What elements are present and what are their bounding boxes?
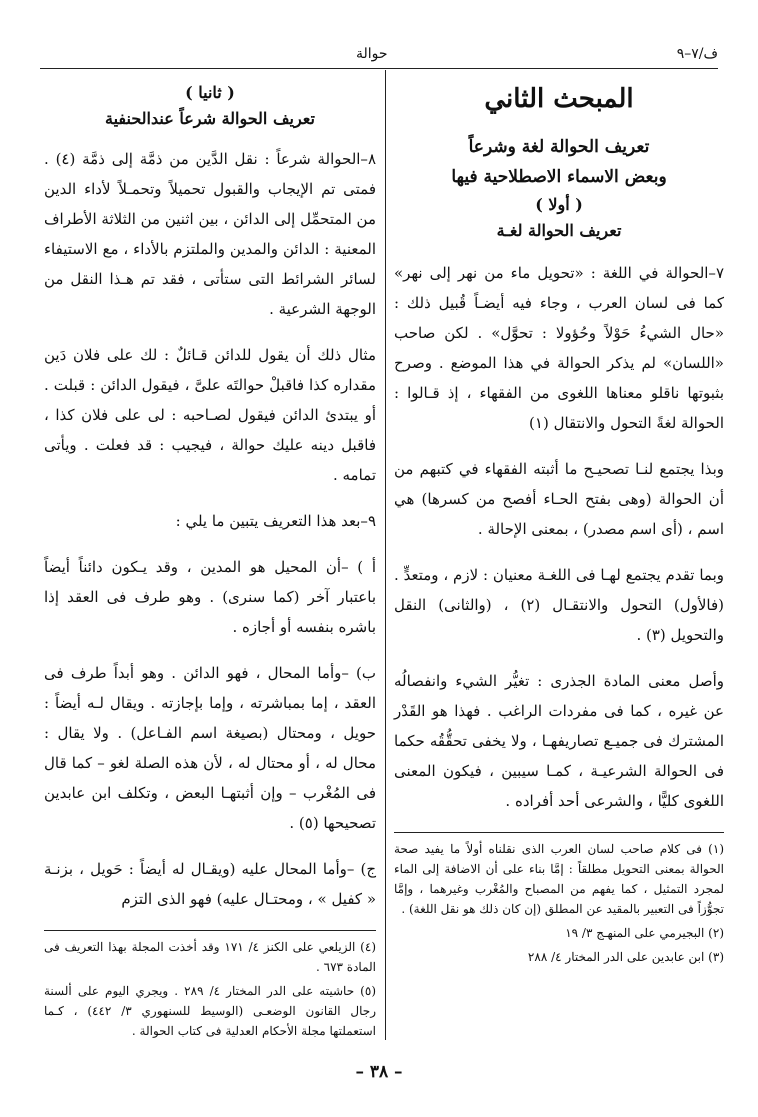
section-code: ف/٧–٩	[676, 46, 718, 62]
paragraph-7b: وبذا يجتمع لنـا تصحيـح ما أثبته الفقهاء في كتبهم من أن الحوالة (وهى بفتح الحـاء أفصح من كسرها) هي اسم ، (أى اسم مصدر) ، بمعنى الإحالة .	[394, 460, 724, 538]
page-number: – ٣٨ –	[355, 1062, 403, 1082]
footnote-5: (٥) حاشيته على الدر المختار ٤/ ٢٨٩ . ويجري اليوم على ألسنة رجال القانون الوضعـى (الوسيط للسنهوري ٣/ ٤٤٢) ، كـما استعملتها مجلة الأحكام العدلية فى كتاب الحوالة .	[44, 984, 376, 1038]
header-rule	[40, 68, 718, 69]
subsection-title: تعريف الحوالة شرعاً عندالحنفية	[105, 109, 315, 128]
subsection-number: ( أولا )	[535, 195, 583, 214]
chapter-title: المبحث الثاني	[484, 84, 634, 114]
footnote-4: (٤) الزيلعي على الكنز ٤/ ١٧١ وقد أخذت المجلة بهذا التعريف فى المادة ٦٧٣ .	[44, 940, 377, 974]
paragraph-9c: ج) –وأما المحال عليه (ويقـال له أيضاً : حَويل ، بزنـة « كفيل » ، ومحتـال عليه) فهو الذى التزم	[44, 860, 376, 908]
paragraph-8: ٨–الحوالة شرعاً : نقل الدَّين من ذمَّة إلى ذمَّة (٤) . فمتى تم الإيجاب والقبول تحميلاً وتحمـلاً لأداء الدين من المتحمِّل إلى الدائن ، بين اثنين من الثلاثة الأطراف المعنية : الدائن والمدين والملتزم بالأداء ، مع الاستيفاء لسائر الشرائط التى ستأتى ، فقد تم هـذا النقل من الوجهة الشرعية .	[44, 150, 376, 318]
right-column	[394, 76, 724, 971]
paragraph-7d: وأصل معنى المادة الجذرى : تغيُّر الشيء وانفصالُه عن غيره ، كما فى مفردات الراغب . فهذا هو القَدْر المشترك فى جميـع تصاريفهـا ، ولا يخفى تحقُّقُه حكما فى الحوالة الشرعيـة ، كمـا سيبين ، فيكون المعنى اللغوى كليًّا ، والشرعى أحد أفراده .	[394, 672, 724, 810]
column-divider	[385, 70, 386, 1040]
paragraph-7: ٧–الحوالة في اللغة : «تحويل ماء من نهر إلى نهر» كما فى لسان العرب ، وجاء فيه أيضـاً قُبيل ذلك : «حال الشيءُ حَوْلاً وحُؤولا : تحوَّل» . لكن صاحب «اللسان» لم يذكر الحوالة في هذا الموضع . وصرح بثبوتها ناقلو معناها اللغوى من الفقهاء ، إذ قـالوا : الحوالة لغةً التحول والانتقال (١)	[394, 264, 724, 432]
subsection-number: ( ثانيا )	[185, 83, 235, 102]
footnote-3: (٣) ابن عابدين على الدر المختار ٤/ ٢٨٨	[527, 950, 724, 964]
footnote-2: (٢) البجيرمي على المنهـج ٣/ ١٩	[565, 926, 724, 940]
paragraph-8-example: مثال ذلك أن يقول للدائن قـائلٌ : لك على فلان دَين مقداره كذا فاقبلْ حوالتَه علىَّ ، فيقول الدائن : قبلت . أو يبتدئ الدائن فيقول لصـاحبه : لى على فلان كذا ، فاقبل دينه عليك حوالة ، فيجيب : قد فعلت . ويأتى تمامه .	[44, 346, 376, 484]
running-title: حوالة	[356, 46, 388, 62]
paragraph-9: ٩–بعد هذا التعريف يتبين ما يلي :	[175, 512, 376, 530]
section-title-line1: تعريف الحوالة لغة وشرعاً	[468, 137, 650, 157]
footnote-rule	[44, 930, 376, 931]
footnote-1: (١) فى كلام صاحب لسان العرب الذى نقلناه أولاً ما يفيد صحة الحوالة بمعنى التحويل مطلقاً : إمَّا بناء على أن الاضافة إلى الماء لمجرد التمثيل ، كما يفهم من المصباح والمُغْرب وغيرهما ، وإمَّا تجوُّزاً فى التعبير بالمقيد عن المطلق (إن كان ذلك هو نقل اللغة) .	[394, 842, 724, 916]
subsection-title: تعريف الحوالة لغـة	[496, 221, 622, 240]
footnote-rule	[394, 832, 724, 833]
section-title-line2: وبعض الاسماء الاصطلاحية فيها	[451, 167, 667, 187]
paragraph-9a: أ ) –أن المحيل هو المدين ، وقد يـكون دائناً أيضاً باعتبار آخر (كما سنرى) . وهو طرف فى العقد إذا باشره بنفسه أو أجازه .	[44, 558, 376, 636]
left-column	[44, 76, 376, 1045]
paragraph-9b: ب) –وأما المحال ، فهو الدائن . وهو أبداً طرف فى العقد ، إما بمباشرته ، وإما بإجازته . ويقال لـه أيضاً : حويل ، ومحتال (بصيغة اسم الفـاعل) . ولا يقال : محال له ، أو محتال له ، لأن هذه الصلة لغو – كما قال فى المُغْرب – وإن أثبتهـا البعض ، وتكلف ابن عابدين تصحيحها (٥) .	[44, 664, 376, 832]
paragraph-7c: وبما تقدم يجتمع لهـا فى اللغـة معنيان : لازم ، ومتعدٍّ . (فالأول) التحول والانتقـال (٢) ، (والثانى) النقل والتحويل (٣) .	[394, 566, 724, 644]
page-header	[40, 28, 718, 64]
